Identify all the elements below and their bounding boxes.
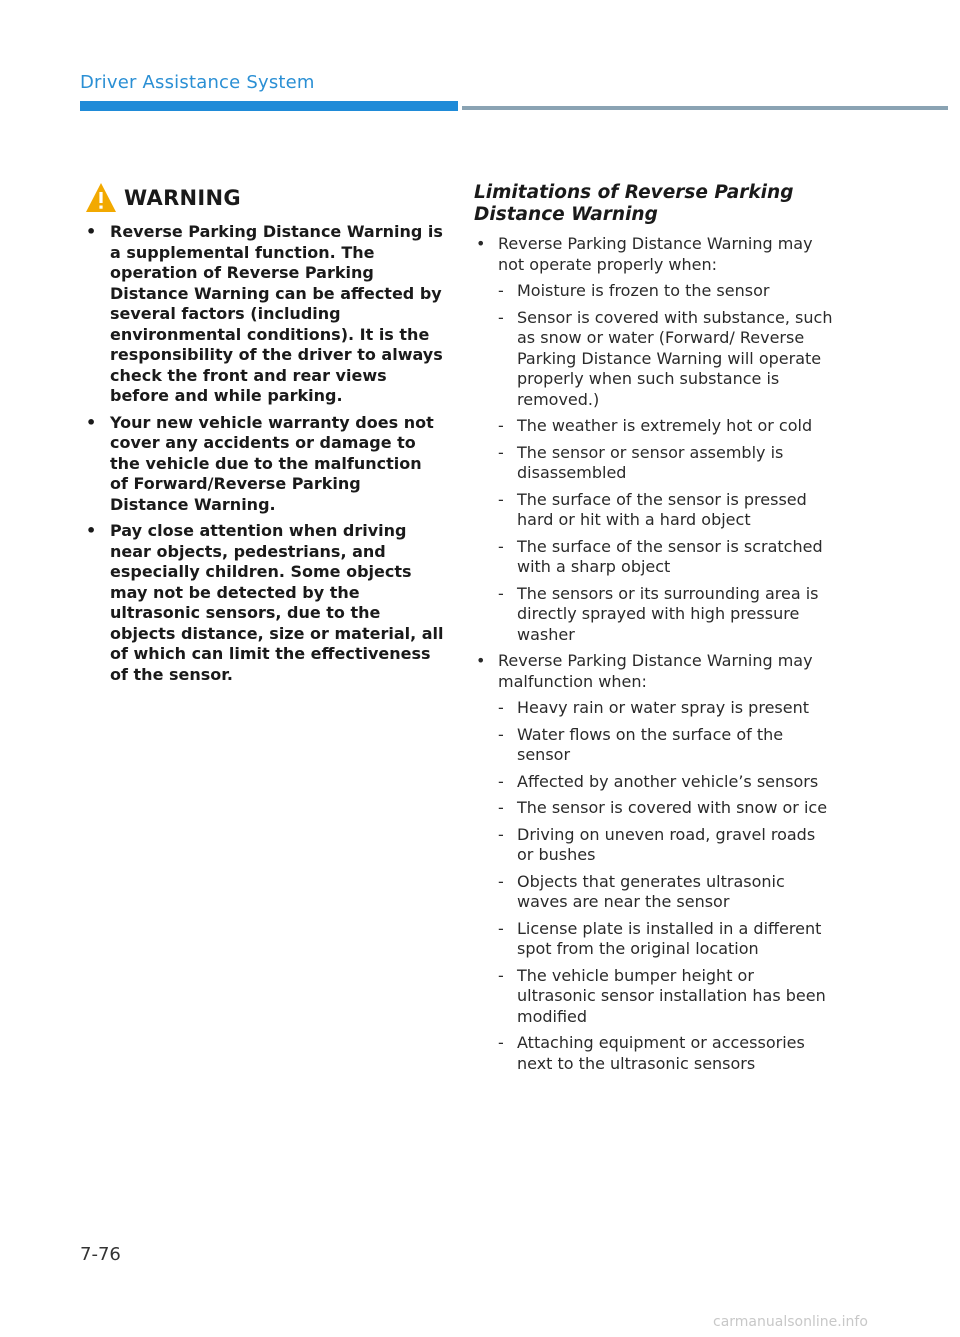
condition-list	[498, 281, 834, 645]
header-rule-accent	[80, 101, 458, 111]
condition-item: - Affected by another vehicle’s sensors	[498, 772, 834, 793]
section-title: Driver Assistance System	[80, 72, 315, 93]
warning-item: • Your new vehicle warranty does not cover any accidents or damage to the vehicle due to the malfunction of Forward/Reverse Parking Distance Warning.	[84, 413, 444, 516]
condition-item: - License plate is installed in a different spot from the original location	[498, 919, 834, 960]
warning-item: • Pay close attention when driving near objects, pedestrians, and especially children. Some objects may not be detected by the ultrasonic sensors, due to the objects distance, size or material, all of which can limit the effectiveness of the sensor.	[84, 521, 444, 685]
condition-item: - Moisture is frozen to the sensor	[498, 281, 834, 302]
condition-item: - The surface of the sensor is scratched with a sharp object	[498, 537, 834, 578]
condition-item: - Water flows on the surface of the sensor	[498, 725, 834, 766]
condition-item: - The vehicle bumper height or ultrasonic sensor installation has been modified	[498, 966, 834, 1028]
limitation-group	[474, 651, 834, 1074]
condition-item: - The sensors or its surrounding area is directly sprayed with high pressure washer	[498, 584, 834, 646]
warning-item: • Reverse Parking Distance Warning is a supplemental function. The operation of Reverse Parking Distance Warning can be affected by several factors (including environmental conditions). It is the responsibility of the driver to always check the front and rear views before and while parking.	[84, 222, 444, 407]
warning-header	[84, 180, 444, 216]
limitations-title: Limitations of Reverse Parking Distance Warning	[474, 182, 794, 225]
warning-triangle-icon	[84, 181, 118, 215]
warning-label: WARNING	[124, 186, 241, 210]
limitation-group	[474, 234, 834, 645]
limitation-group-text: • Reverse Parking Distance Warning may not operate properly when:	[498, 234, 813, 274]
condition-item: - Heavy rain or water spray is present	[498, 698, 834, 719]
header-rule-gray	[462, 106, 948, 110]
condition-list	[498, 698, 834, 1074]
limitations-section	[474, 182, 834, 1080]
watermark: carmanualsonline.info	[713, 1314, 868, 1330]
condition-item: - The surface of the sensor is pressed hard or hit with a hard object	[498, 490, 834, 531]
limitations-list	[474, 234, 834, 1074]
condition-item: - Sensor is covered with substance, such as snow or water (Forward/ Reverse Parking Distance Warning will operate properly when such substance is removed.)	[498, 308, 834, 411]
page-number: 7-76	[80, 1244, 121, 1265]
warning-list	[84, 222, 444, 685]
condition-item: - The sensor or sensor assembly is disassembled	[498, 443, 834, 484]
condition-item: - The weather is extremely hot or cold	[498, 416, 834, 437]
condition-item: - Objects that generates ultrasonic waves are near the sensor	[498, 872, 834, 913]
condition-item: - The sensor is covered with snow or ice	[498, 798, 834, 819]
warning-box	[84, 180, 444, 691]
limitation-group-text: • Reverse Parking Distance Warning may malfunction when:	[498, 651, 813, 691]
condition-item: - Driving on uneven road, gravel roads or bushes	[498, 825, 834, 866]
condition-item: - Attaching equipment or accessories next to the ultrasonic sensors	[498, 1033, 834, 1074]
